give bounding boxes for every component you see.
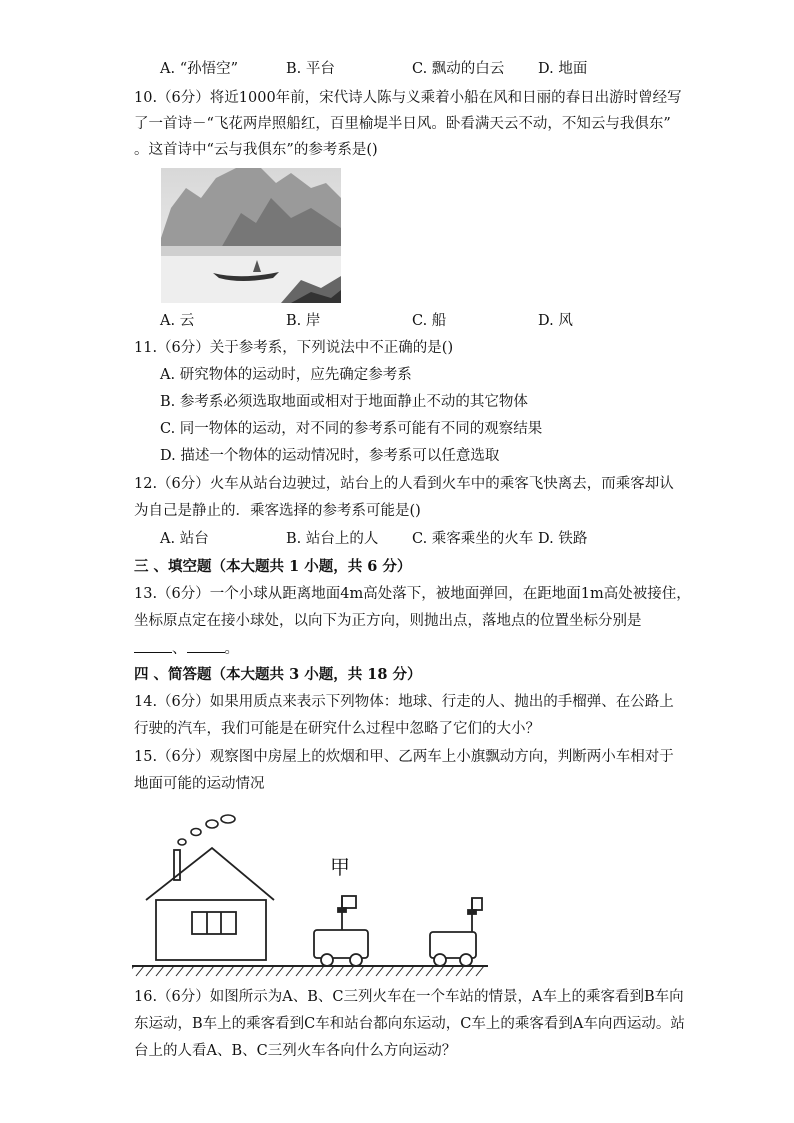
cart-yi-icon [430,898,482,966]
q13-separator: 、 [172,641,187,657]
q16-stem-line-3: 台上的人看A、B、C三列火车各向什么方向运动？ [134,1043,457,1059]
ground-hatching [132,966,484,976]
q11-option-c: C. 同一物体的运动，对不同的参考系可能有不同的观察结果 [160,421,543,437]
q15-stem-line-2: 地面可能的运动情况 [134,776,265,792]
q13-stem-line-2: 坐标原点定在接小球处，以向下为正方向，则抛出点，落地点的位置坐标分别是 [134,613,642,629]
house-carts-figure [132,812,488,980]
q16-stem-line-2: 东运动，B车上的乘客看到C车和站台都向东运动，C车上的乘客看到A车向西运动。站 [134,1016,685,1032]
q9-option-c: C. 飘动的白云 [412,61,505,77]
q14-stem-line-1: 14.（6分）如果用质点来表示下列物体：地球、行走的人、抛出的手榴弹、在公路上 [134,694,674,710]
q11-stem: 11.（6分）关于参考系，下列说法中不正确的是() [134,340,454,356]
q10-option-a: A. 云 [160,313,195,329]
q10-stem-line-3: 。这首诗中“云与我俱东”的参考系是() [134,142,378,158]
q13-stem-line-1: 13.（6分）一个小球从距离地面4m高处落下，被地面弹回，在距地面1m高处被接住， [134,586,691,602]
q9-option-d: D. 地面 [538,61,588,77]
q15-stem-line-1: 15.（6分）观察图中房屋上的炊烟和甲、乙两车上小旗飘动方向，判断两小车相对于 [134,749,674,765]
q9-option-a: A. “孙悟空” [160,61,239,77]
q11-option-d: D. 描述一个物体的运动情况时，参考系可以任意选取 [160,448,500,464]
q10-stem-line-1: 10.（6分）将近1000年前，宋代诗人陈与义乘着小船在风和日丽的春日出游时曾经写 [134,90,682,106]
q9-option-b: B. 平台 [286,61,335,77]
smoke-puff-icon [191,829,201,836]
section-3-heading: 三 、填空题（本大题共 1 小题，共 6 分） [134,558,412,575]
cart-jia-label: 甲 [330,855,350,879]
section-4-heading: 四 、简答题（本大题共 3 小题，共 18 分） [134,666,422,683]
q12-stem-line-2: 为自己是静止的．乘客选择的参考系可能是() [134,503,421,519]
q12-option-c: C. 乘客乘坐的火车 [412,531,534,547]
q13-end-mark: 。 [224,641,239,657]
q13-blank-1[interactable] [134,638,172,653]
smoke-puff-icon [178,839,186,845]
q11-option-a: A. 研究物体的运动时，应先确定参考系 [160,367,412,383]
q12-option-b: B. 站台上的人 [286,531,379,547]
q16-stem-line-1: 16.（6分）如图所示为A、B、C三列火车在一个车站的情景，A车上的乘客看到B车向 [134,989,684,1005]
q10-option-c: C. 船 [412,313,447,329]
q14-stem-line-2: 行驶的汽车，我们可能是在研究什么过程中忽略了它们的大小？ [134,721,540,737]
cart-jia-icon [314,896,368,966]
q13-answer-line [134,638,239,659]
q11-option-b: B. 参考系必须选取地面或相对于地面静止不动的其它物体 [160,394,528,410]
house-icon [146,848,274,960]
smoke-puff-icon [221,815,235,823]
boat-landscape-painting [161,168,341,303]
smoke-puff-icon [206,820,218,828]
q10-option-b: B. 岸 [286,313,321,329]
q12-stem-line-1: 12.（6分）火车从站台边驶过，站台上的人看到火车中的乘客飞快离去，而乘客却认 [134,476,674,492]
q10-option-d: D. 风 [538,313,573,329]
q10-stem-line-2: 了一首诗－“飞花两岸照船红，百里榆堤半日风。卧看满天云不动，不知云与我俱东” [134,116,671,132]
q12-option-d: D. 铁路 [538,531,588,547]
q13-blank-2[interactable] [187,638,225,653]
q12-option-a: A. 站台 [160,531,209,547]
